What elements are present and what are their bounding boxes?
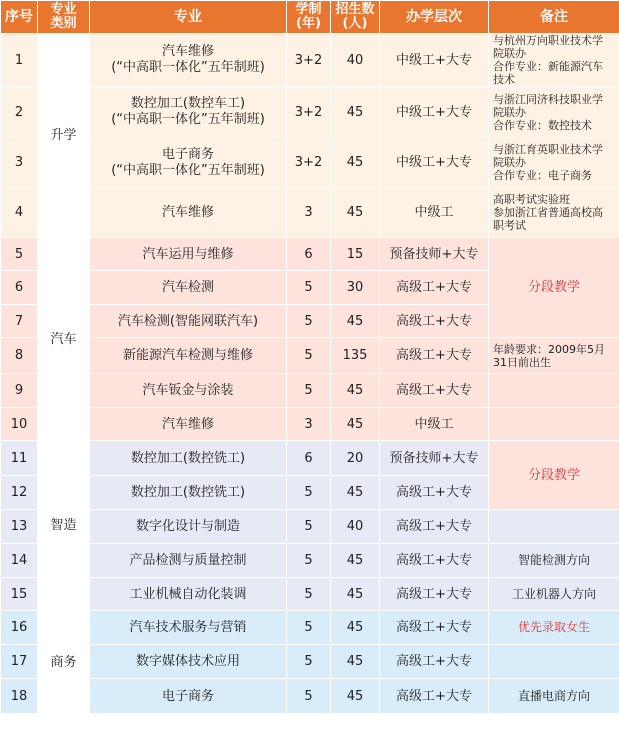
row-major: 数字媒体技术应用: [90, 645, 287, 679]
row-enrollment: 40: [331, 34, 380, 87]
row-enrollment: 45: [331, 87, 380, 138]
row-index: 12: [1, 476, 38, 510]
table-row: [1, 544, 619, 578]
table-row: [1, 578, 619, 611]
row-note: 智能检测方向: [489, 544, 619, 578]
row-index: 17: [1, 645, 38, 679]
row-note: [489, 645, 619, 679]
table-row: [1, 374, 619, 408]
row-index: 15: [1, 578, 38, 611]
row-index: 5: [1, 238, 38, 271]
row-years: 5: [287, 510, 331, 544]
row-enrollment: 45: [331, 611, 380, 645]
row-years: 5: [287, 305, 331, 338]
row-index: 14: [1, 544, 38, 578]
row-enrollment: 45: [331, 408, 380, 441]
row-years: 5: [287, 476, 331, 510]
row-level: 高级工+大专: [380, 476, 489, 510]
header-years: 学制 (年): [287, 1, 331, 34]
row-major: 汽车维修: [90, 408, 287, 441]
row-index: 16: [1, 611, 38, 645]
row-note: 与浙江同济科技职业学 院联办 合作专业：数控技术: [489, 87, 619, 138]
row-major: 汽车运用与维修: [90, 238, 287, 271]
table-row: [1, 408, 619, 441]
row-index: 3: [1, 138, 38, 188]
row-index: 8: [1, 338, 38, 374]
row-major: 汽车维修: [90, 188, 287, 238]
row-major: 数控加工(数控车工) (“中高职一体化”五年制班): [90, 87, 287, 138]
category-qiche: 汽车: [38, 238, 90, 441]
table-row: [1, 645, 619, 679]
row-note: 工业机器人方向: [489, 578, 619, 611]
table-row: [1, 87, 619, 138]
row-index: 13: [1, 510, 38, 544]
row-level: 中级工: [380, 188, 489, 238]
header-note: 备注: [489, 1, 619, 34]
row-level: 高级工+大专: [380, 510, 489, 544]
row-enrollment: 45: [331, 374, 380, 408]
row-years: 5: [287, 611, 331, 645]
row-index: 1: [1, 34, 38, 87]
header-index: 序号: [1, 1, 38, 34]
row-index: 7: [1, 305, 38, 338]
row-major: 汽车检测(智能网联汽车): [90, 305, 287, 338]
header-level: 办学层次: [380, 1, 489, 34]
row-years: 6: [287, 238, 331, 271]
row-major: 汽车检测: [90, 271, 287, 305]
row-enrollment: 15: [331, 238, 380, 271]
row-enrollment: 20: [331, 441, 380, 476]
row-level: 高级工+大专: [380, 679, 489, 714]
table-row: [1, 679, 619, 714]
category-zhizao: 智造: [38, 441, 90, 611]
row-note: 与杭州万向职业技术学 院联办 合作专业：新能源汽车 技术: [489, 34, 619, 87]
header-major: 专业: [90, 1, 287, 34]
row-level: 高级工+大专: [380, 578, 489, 611]
table-row: [1, 338, 619, 374]
row-level: 高级工+大专: [380, 374, 489, 408]
row-years: 5: [287, 645, 331, 679]
row-major: 汽车技术服务与营销: [90, 611, 287, 645]
row-major: 电子商务 (“中高职一体化”五年制班): [90, 138, 287, 188]
row-years: 5: [287, 271, 331, 305]
row-enrollment: 45: [331, 305, 380, 338]
row-years: 3: [287, 188, 331, 238]
row-enrollment: 45: [331, 476, 380, 510]
row-major: 汽车钣金与涂装: [90, 374, 287, 408]
row-enrollment: 40: [331, 510, 380, 544]
row-years: 3+2: [287, 138, 331, 188]
row-note: 年龄要求：2009年5月 31日前出生: [489, 338, 619, 374]
row-level: 中级工: [380, 408, 489, 441]
table-row: [1, 34, 619, 87]
row-level: 高级工+大专: [380, 271, 489, 305]
row-major: 电子商务: [90, 679, 287, 714]
table-row: [1, 138, 619, 188]
row-index: 9: [1, 374, 38, 408]
row-enrollment: 45: [331, 188, 380, 238]
table-row: [1, 238, 619, 271]
row-level: 高级工+大专: [380, 305, 489, 338]
row-index: 10: [1, 408, 38, 441]
row-index: 11: [1, 441, 38, 476]
row-enrollment: 45: [331, 645, 380, 679]
row-note: 直播电商方向: [489, 679, 619, 714]
row-level: 中级工+大专: [380, 138, 489, 188]
row-index: 6: [1, 271, 38, 305]
row-level: 高级工+大专: [380, 611, 489, 645]
row-years: 3+2: [287, 87, 331, 138]
table-row: [1, 510, 619, 544]
row-enrollment: 45: [331, 578, 380, 611]
row-enrollment: 45: [331, 544, 380, 578]
row-years: 3: [287, 408, 331, 441]
row-level: 高级工+大专: [380, 645, 489, 679]
row-years: 6: [287, 441, 331, 476]
row-years: 5: [287, 578, 331, 611]
table-row: [1, 188, 619, 238]
note-segment-teaching-zhizao: 分段教学: [489, 441, 619, 510]
row-major: 数控加工(数控铣工): [90, 476, 287, 510]
note-segment-teaching-qiche: 分段教学: [489, 238, 619, 338]
header-enrollment: 招生数 (人): [331, 1, 380, 34]
row-index: 4: [1, 188, 38, 238]
row-level: 高级工+大专: [380, 338, 489, 374]
row-major: 数字化设计与制造: [90, 510, 287, 544]
row-level: 中级工+大专: [380, 87, 489, 138]
row-major: 产品检测与质量控制: [90, 544, 287, 578]
row-note: [489, 408, 619, 441]
header-category: 专业 类别: [38, 1, 90, 34]
row-years: 5: [287, 679, 331, 714]
row-note: 高职考试实验班 参加浙江省普通高校高 职考试: [489, 188, 619, 238]
row-major: 工业机械自动化装调: [90, 578, 287, 611]
row-note: 优先录取女生: [489, 611, 619, 645]
table-row: [1, 611, 619, 645]
row-note: 与浙江育英职业技术学 院联办 合作专业：电子商务: [489, 138, 619, 188]
row-level: 中级工+大专: [380, 34, 489, 87]
row-years: 5: [287, 338, 331, 374]
row-years: 5: [287, 374, 331, 408]
row-enrollment: 30: [331, 271, 380, 305]
row-major: 新能源汽车检测与维修: [90, 338, 287, 374]
header-row: [1, 1, 619, 34]
row-note: [489, 510, 619, 544]
row-index: 2: [1, 87, 38, 138]
row-level: 预备技师+大专: [380, 441, 489, 476]
row-index: 18: [1, 679, 38, 714]
category-shengxue: 升学: [38, 34, 90, 238]
row-enrollment: 135: [331, 338, 380, 374]
row-enrollment: 45: [331, 679, 380, 714]
table-row: [1, 441, 619, 476]
row-major: 汽车维修 (“中高职一体化”五年制班): [90, 34, 287, 87]
row-level: 高级工+大专: [380, 544, 489, 578]
row-major: 数控加工(数控铣工): [90, 441, 287, 476]
row-note: [489, 374, 619, 408]
category-shangwu: 商务: [38, 611, 90, 714]
row-years: 3+2: [287, 34, 331, 87]
row-years: 5: [287, 544, 331, 578]
row-enrollment: 45: [331, 138, 380, 188]
row-level: 预备技师+大专: [380, 238, 489, 271]
